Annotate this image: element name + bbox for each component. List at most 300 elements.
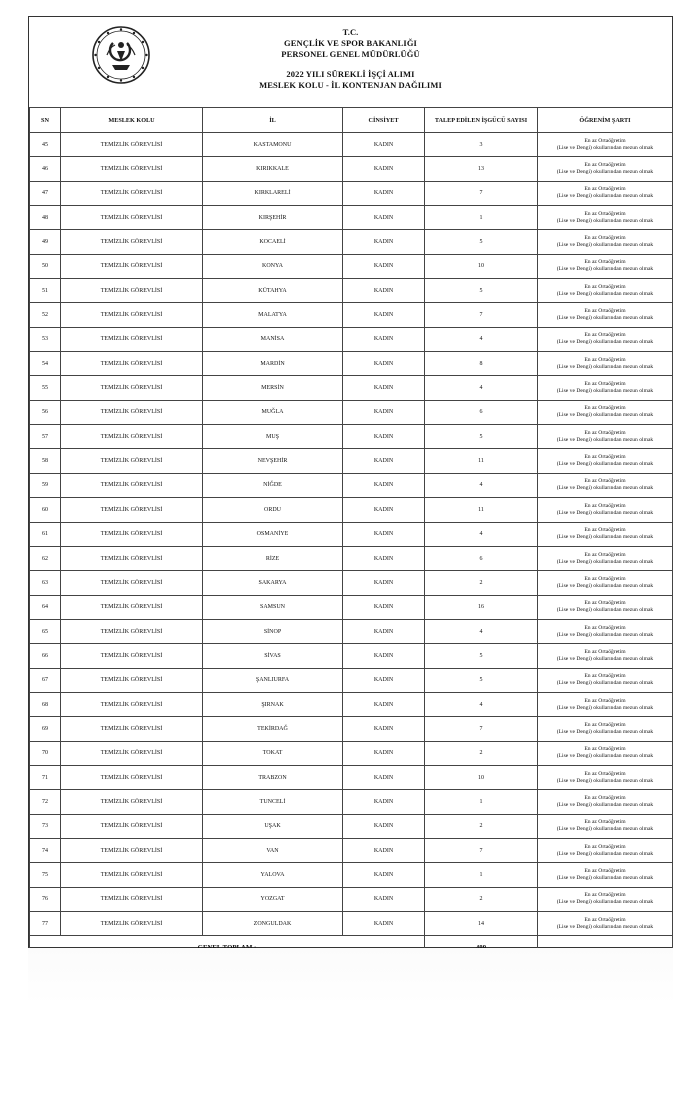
header-line-5: MESLEK KOLU - İL KONTENJAN DAĞILIMI [259,80,442,90]
condition-line-1: En az Ortaöğretim [584,429,626,436]
cell-ogrenim [538,254,673,278]
cell-sayi: 6 [425,546,538,570]
condition-line-2: (Lise ve Dengi) okullarından mezun olmak [556,582,654,589]
cell-il: SAKARYA [203,571,343,595]
table-row [30,254,673,278]
header-line-3: PERSONEL GENEL MÜDÜRLÜĞÜ [281,49,420,59]
cell-sn: 69 [30,717,61,741]
cell-sn: 75 [30,863,61,887]
condition-line-2: (Lise ve Dengi) okullarından mezun olmak [556,242,654,249]
cell-il: NİĞDE [203,473,343,497]
cell-sayi: 2 [425,887,538,911]
cell-meslek: TEMİZLİK GÖREVLİSİ [61,692,203,716]
cell-cinsiyet: KADIN [343,206,425,230]
cell-meslek: TEMİZLİK GÖREVLİSİ [61,230,203,254]
cell-sn: 55 [30,376,61,400]
condition-line-2: (Lise ve Dengi) okullarından mezun olmak [556,363,654,370]
table-row [30,765,673,789]
table-row [30,303,673,327]
condition-line-1: En az Ortaöğretim [584,308,626,315]
cell-ogrenim [538,133,673,157]
cell-meslek: TEMİZLİK GÖREVLİSİ [61,741,203,765]
condition-line-2: (Lise ve Dengi) okullarından mezun olmak [556,339,654,346]
cell-il: KIRŞEHİR [203,206,343,230]
cell-sn: 63 [30,571,61,595]
cell-sn: 46 [30,157,61,181]
cell-il: MALATYA [203,303,343,327]
cell-ogrenim [538,376,673,400]
condition-line-1: En az Ortaöğretim [584,502,626,509]
condition-line-2: (Lise ve Dengi) okullarından mezun olmak [556,704,654,711]
condition-line-2: (Lise ve Dengi) okullarından mezun olmak [556,169,654,176]
condition-line-2: (Lise ve Dengi) okullarından mezun olmak [556,631,654,638]
cell-ogrenim [538,546,673,570]
cell-sn: 72 [30,790,61,814]
cell-il: YALOVA [203,863,343,887]
condition-line-1: En az Ortaöğretim [584,600,626,607]
cell-sn: 64 [30,595,61,619]
cell-cinsiyet: KADIN [343,522,425,546]
condition-line-1: En az Ortaöğretim [584,332,626,339]
condition-line-2: (Lise ve Dengi) okullarından mezun olmak [556,753,654,760]
condition-line-1: En az Ortaöğretim [584,551,626,558]
cell-cinsiyet: KADIN [343,425,425,449]
cell-ogrenim [538,668,673,692]
cell-meslek: TEMİZLİK GÖREVLİSİ [61,157,203,181]
cell-meslek: TEMİZLİK GÖREVLİSİ [61,206,203,230]
cell-ogrenim [538,230,673,254]
header-line-1: T.C. [342,27,359,37]
cell-sn: 62 [30,546,61,570]
cell-ogrenim [538,352,673,376]
condition-line-2: (Lise ve Dengi) okullarından mezun olmak [556,144,654,151]
condition-line-2: (Lise ve Dengi) okullarından mezun olmak [556,923,654,930]
cell-sayi: 2 [425,741,538,765]
cell-sn: 61 [30,522,61,546]
cell-sn: 68 [30,692,61,716]
cell-ogrenim [538,425,673,449]
cell-cinsiyet: KADIN [343,327,425,351]
condition-line-2: (Lise ve Dengi) okullarından mezun olmak [556,290,654,297]
cell-ogrenim [538,498,673,522]
condition-line-2: (Lise ve Dengi) okullarından mezun olmak [556,899,654,906]
cell-il: RİZE [203,546,343,570]
column-header-sn: SN [30,108,61,133]
cell-cinsiyet: KADIN [343,473,425,497]
cell-cinsiyet: KADIN [343,692,425,716]
cell-cinsiyet: KADIN [343,644,425,668]
cell-ogrenim [538,303,673,327]
cell-meslek: TEMİZLİK GÖREVLİSİ [61,765,203,789]
cell-meslek: TEMİZLİK GÖREVLİSİ [61,595,203,619]
header-line-2: GENÇLİK VE SPOR BAKANLIĞI [284,38,417,48]
cell-meslek: TEMİZLİK GÖREVLİSİ [61,619,203,643]
condition-line-1: En az Ortaöğretim [584,137,626,144]
table-row [30,279,673,303]
cell-il: MUĞLA [203,400,343,424]
column-header-cinsiyet: CİNSİYET [343,108,425,133]
table-row [30,644,673,668]
cell-cinsiyet: KADIN [343,619,425,643]
cell-sn: 56 [30,400,61,424]
table-row [30,133,673,157]
cell-cinsiyet: KADIN [343,863,425,887]
cell-il: YOZGAT [203,887,343,911]
cell-cinsiyet: KADIN [343,546,425,570]
cell-sn: 52 [30,303,61,327]
cell-sn: 70 [30,741,61,765]
cell-meslek: TEMİZLİK GÖREVLİSİ [61,376,203,400]
cell-sn: 53 [30,327,61,351]
condition-line-1: En az Ortaöğretim [584,575,626,582]
condition-line-1: En az Ortaöğretim [584,892,626,899]
cell-cinsiyet: KADIN [343,765,425,789]
cell-meslek: TEMİZLİK GÖREVLİSİ [61,571,203,595]
cell-sayi: 1 [425,206,538,230]
condition-line-2: (Lise ve Dengi) okullarından mezun olmak [556,801,654,808]
cell-sn: 74 [30,838,61,862]
cell-sayi: 11 [425,498,538,522]
cell-meslek: TEMİZLİK GÖREVLİSİ [61,133,203,157]
cell-cinsiyet: KADIN [343,887,425,911]
cell-il: MANİSA [203,327,343,351]
condition-line-1: En az Ortaöğretim [584,843,626,850]
cell-ogrenim [538,741,673,765]
condition-line-1: En az Ortaöğretim [584,819,626,826]
cell-cinsiyet: KADIN [343,133,425,157]
condition-line-2: (Lise ve Dengi) okullarından mezun olmak [556,558,654,565]
cell-cinsiyet: KADIN [343,157,425,181]
condition-line-2: (Lise ve Dengi) okullarından mezun olmak [556,315,654,322]
cell-il: SAMSUN [203,595,343,619]
cell-meslek: TEMİZLİK GÖREVLİSİ [61,546,203,570]
cell-sn: 76 [30,887,61,911]
condition-line-2: (Lise ve Dengi) okullarından mezun olmak [556,534,654,541]
cell-meslek: TEMİZLİK GÖREVLİSİ [61,327,203,351]
column-header-sayi: TALEP EDİLEN İŞGÜCÜ SAYISI [425,108,538,133]
cell-sayi: 7 [425,717,538,741]
cell-ogrenim [538,692,673,716]
cell-sayi: 3 [425,133,538,157]
cell-il: ZONGULDAK [203,912,343,936]
cell-ogrenim [538,181,673,205]
cell-sayi: 4 [425,327,538,351]
cell-ogrenim [538,717,673,741]
table-row [30,449,673,473]
table-row [30,352,673,376]
condition-line-2: (Lise ve Dengi) okullarından mezun olmak [556,266,654,273]
condition-line-2: (Lise ve Dengi) okullarından mezun olmak [556,874,654,881]
cell-cinsiyet: KADIN [343,814,425,838]
condition-line-2: (Lise ve Dengi) okullarından mezun olmak [556,607,654,614]
condition-line-1: En az Ortaöğretim [584,624,626,631]
cell-il: MUŞ [203,425,343,449]
condition-line-2: (Lise ve Dengi) okullarından mezun olmak [556,728,654,735]
table-row [30,912,673,936]
condition-line-2: (Lise ve Dengi) okullarından mezun olmak [556,509,654,516]
quota-table [29,107,673,961]
cell-cinsiyet: KADIN [343,717,425,741]
cell-sayi: 7 [425,303,538,327]
cell-meslek: TEMİZLİK GÖREVLİSİ [61,279,203,303]
condition-line-1: En az Ortaöğretim [584,259,626,266]
condition-line-2: (Lise ve Dengi) okullarından mezun olmak [556,485,654,492]
cell-meslek: TEMİZLİK GÖREVLİSİ [61,717,203,741]
condition-line-1: En az Ortaöğretim [584,356,626,363]
document-titles [29,27,672,91]
cell-sn: 67 [30,668,61,692]
cell-sn: 59 [30,473,61,497]
cell-ogrenim [538,912,673,936]
cell-cinsiyet: KADIN [343,912,425,936]
condition-line-2: (Lise ve Dengi) okullarından mezun olmak [556,412,654,419]
column-header-ogrenim: ÖĞRENİM ŞARTI [538,108,673,133]
cell-meslek: TEMİZLİK GÖREVLİSİ [61,912,203,936]
table-row [30,327,673,351]
condition-line-2: (Lise ve Dengi) okullarından mezun olmak [556,826,654,833]
cell-sn: 54 [30,352,61,376]
cell-il: MERSİN [203,376,343,400]
cell-sn: 47 [30,181,61,205]
cell-meslek: TEMİZLİK GÖREVLİSİ [61,181,203,205]
cell-cinsiyet: KADIN [343,449,425,473]
cell-cinsiyet: KADIN [343,230,425,254]
cell-sayi: 11 [425,449,538,473]
cell-sn: 50 [30,254,61,278]
cell-sn: 65 [30,619,61,643]
condition-line-1: En az Ortaöğretim [584,697,626,704]
cell-sayi: 8 [425,352,538,376]
table-row [30,230,673,254]
condition-line-1: En az Ortaöğretim [584,916,626,923]
condition-line-1: En az Ortaöğretim [584,381,626,388]
cell-meslek: TEMİZLİK GÖREVLİSİ [61,838,203,862]
cell-sn: 48 [30,206,61,230]
table-row [30,887,673,911]
table-row [30,838,673,862]
cell-cinsiyet: KADIN [343,838,425,862]
cell-sn: 66 [30,644,61,668]
cell-il: MARDİN [203,352,343,376]
condition-line-1: En az Ortaöğretim [584,283,626,290]
cell-cinsiyet: KADIN [343,571,425,595]
cell-il: KOCAELİ [203,230,343,254]
cell-ogrenim [538,887,673,911]
cell-sayi: 5 [425,230,538,254]
table-row [30,376,673,400]
cell-sayi: 2 [425,571,538,595]
cell-sn: 49 [30,230,61,254]
cell-sayi: 4 [425,692,538,716]
table-row [30,790,673,814]
cell-il: KÜTAHYA [203,279,343,303]
condition-line-2: (Lise ve Dengi) okullarından mezun olmak [556,850,654,857]
condition-line-2: (Lise ve Dengi) okullarından mezun olmak [556,388,654,395]
cell-meslek: TEMİZLİK GÖREVLİSİ [61,887,203,911]
cell-il: VAN [203,838,343,862]
cell-sayi: 7 [425,181,538,205]
condition-line-2: (Lise ve Dengi) okullarından mezun olmak [556,193,654,200]
cell-sayi: 1 [425,790,538,814]
cell-ogrenim [538,595,673,619]
cell-cinsiyet: KADIN [343,400,425,424]
cell-il: KIRIKKALE [203,157,343,181]
cell-cinsiyet: KADIN [343,498,425,522]
cell-il: TEKİRDAĞ [203,717,343,741]
condition-line-2: (Lise ve Dengi) okullarından mezun olmak [556,461,654,468]
cell-il: KASTAMONU [203,133,343,157]
document-page [28,16,673,948]
condition-line-1: En az Ortaöğretim [584,210,626,217]
cell-meslek: TEMİZLİK GÖREVLİSİ [61,352,203,376]
column-header-il: İL [203,108,343,133]
table-row [30,425,673,449]
cell-ogrenim [538,522,673,546]
cell-ogrenim [538,814,673,838]
cell-sayi: 10 [425,765,538,789]
cell-il: TRABZON [203,765,343,789]
table-row [30,863,673,887]
condition-line-1: En az Ortaöğretim [584,746,626,753]
cell-meslek: TEMİZLİK GÖREVLİSİ [61,863,203,887]
column-header-meslek: MESLEK KOLU [61,108,203,133]
cell-cinsiyet: KADIN [343,595,425,619]
cell-il: ŞANLIURFA [203,668,343,692]
cell-il: TUNCELİ [203,790,343,814]
cell-meslek: TEMİZLİK GÖREVLİSİ [61,254,203,278]
condition-line-1: En az Ortaöğretim [584,405,626,412]
table-row [30,206,673,230]
cell-sn: 57 [30,425,61,449]
table-row [30,717,673,741]
cell-sayi: 6 [425,400,538,424]
cell-ogrenim [538,838,673,862]
cell-sn: 58 [30,449,61,473]
cell-cinsiyet: KADIN [343,352,425,376]
condition-line-1: En az Ortaöğretim [584,770,626,777]
cell-cinsiyet: KADIN [343,376,425,400]
cell-sn: 73 [30,814,61,838]
condition-line-1: En az Ortaöğretim [584,721,626,728]
cell-sayi: 5 [425,279,538,303]
table-row [30,814,673,838]
header-line-4: 2022 YILI SÜREKLİ İŞÇİ ALIMI [286,69,415,79]
cell-meslek: TEMİZLİK GÖREVLİSİ [61,498,203,522]
cell-ogrenim [538,571,673,595]
page-bottom-shade [28,948,673,1004]
condition-line-2: (Lise ve Dengi) okullarından mezun olmak [556,217,654,224]
table-row [30,522,673,546]
cell-il: NEVŞEHİR [203,449,343,473]
cell-sn: 71 [30,765,61,789]
table-row [30,400,673,424]
cell-sayi: 4 [425,376,538,400]
cell-il: ORDU [203,498,343,522]
cell-meslek: TEMİZLİK GÖREVLİSİ [61,400,203,424]
cell-sayi: 10 [425,254,538,278]
cell-sayi: 14 [425,912,538,936]
cell-meslek: TEMİZLİK GÖREVLİSİ [61,814,203,838]
cell-sn: 60 [30,498,61,522]
cell-il: SİVAS [203,644,343,668]
cell-meslek: TEMİZLİK GÖREVLİSİ [61,790,203,814]
cell-ogrenim [538,619,673,643]
cell-sayi: 5 [425,425,538,449]
cell-sayi: 1 [425,863,538,887]
cell-il: KONYA [203,254,343,278]
cell-cinsiyet: KADIN [343,741,425,765]
condition-line-1: En az Ortaöğretim [584,794,626,801]
condition-line-1: En az Ortaöğretim [584,235,626,242]
cell-ogrenim [538,206,673,230]
table-row [30,692,673,716]
condition-line-1: En az Ortaöğretim [584,867,626,874]
cell-sayi: 13 [425,157,538,181]
cell-meslek: TEMİZLİK GÖREVLİSİ [61,668,203,692]
condition-line-1: En az Ortaöğretim [584,162,626,169]
cell-ogrenim [538,790,673,814]
cell-meslek: TEMİZLİK GÖREVLİSİ [61,522,203,546]
cell-sn: 45 [30,133,61,157]
cell-sn: 77 [30,912,61,936]
cell-meslek: TEMİZLİK GÖREVLİSİ [61,303,203,327]
cell-il: UŞAK [203,814,343,838]
cell-ogrenim [538,449,673,473]
cell-ogrenim [538,327,673,351]
cell-meslek: TEMİZLİK GÖREVLİSİ [61,449,203,473]
cell-sayi: 2 [425,814,538,838]
cell-sayi: 4 [425,473,538,497]
table-row [30,668,673,692]
condition-line-1: En az Ortaöğretim [584,478,626,485]
table-row [30,157,673,181]
cell-il: SİNOP [203,619,343,643]
cell-meslek: TEMİZLİK GÖREVLİSİ [61,425,203,449]
cell-cinsiyet: KADIN [343,668,425,692]
table-body [30,133,673,936]
cell-sayi: 5 [425,668,538,692]
cell-il: TOKAT [203,741,343,765]
cell-sn: 51 [30,279,61,303]
table-row [30,619,673,643]
table-header-row [30,108,673,133]
cell-sayi: 4 [425,522,538,546]
condition-line-1: En az Ortaöğretim [584,673,626,680]
condition-line-1: En az Ortaöğretim [584,527,626,534]
cell-ogrenim [538,863,673,887]
table-row [30,498,673,522]
condition-line-1: En az Ortaöğretim [584,454,626,461]
condition-line-2: (Lise ve Dengi) okullarından mezun olmak [556,436,654,443]
cell-ogrenim [538,644,673,668]
condition-line-2: (Lise ve Dengi) okullarından mezun olmak [556,680,654,687]
table-row [30,571,673,595]
cell-cinsiyet: KADIN [343,254,425,278]
cell-cinsiyet: KADIN [343,303,425,327]
table-row [30,473,673,497]
condition-line-2: (Lise ve Dengi) okullarından mezun olmak [556,777,654,784]
cell-meslek: TEMİZLİK GÖREVLİSİ [61,473,203,497]
cell-cinsiyet: KADIN [343,790,425,814]
cell-il: KIRKLARELİ [203,181,343,205]
cell-sayi: 16 [425,595,538,619]
cell-sayi: 4 [425,619,538,643]
cell-sayi: 5 [425,644,538,668]
cell-ogrenim [538,279,673,303]
table-row [30,181,673,205]
cell-cinsiyet: KADIN [343,181,425,205]
table-row [30,741,673,765]
